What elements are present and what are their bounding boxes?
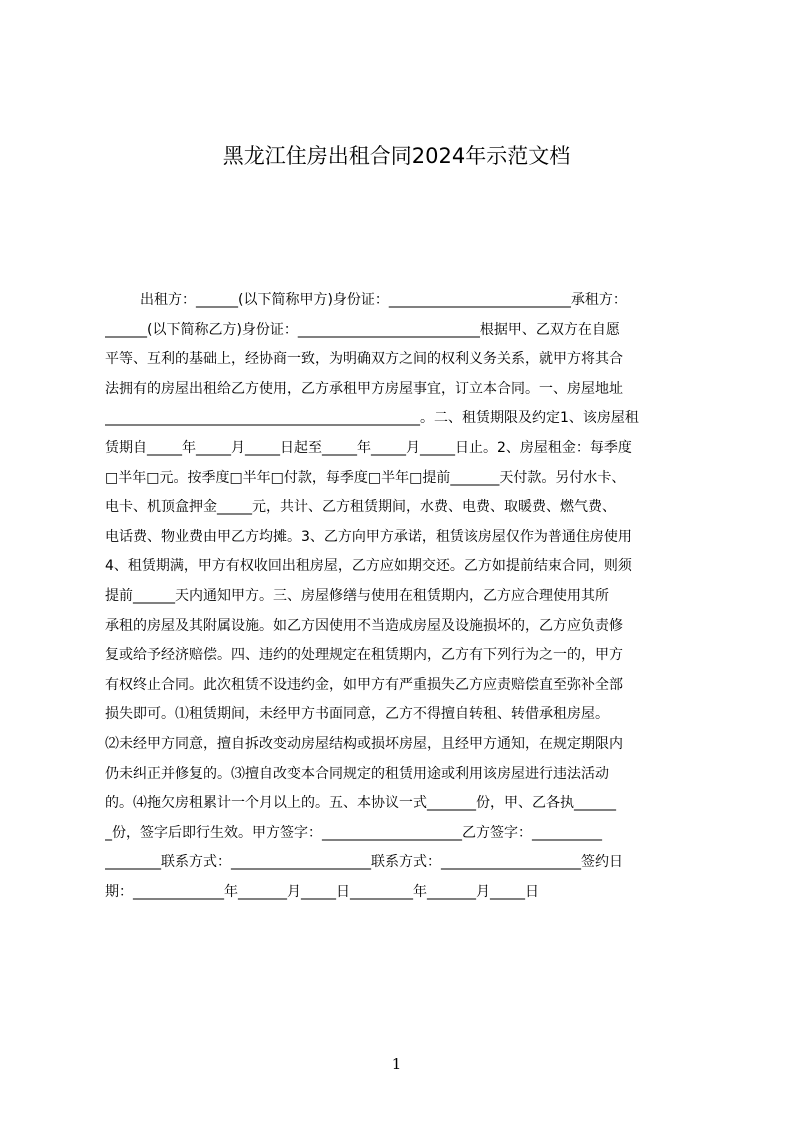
- contract-line: ⑵未经甲方同意，擅自拆改变动房屋结构或损坏房屋，且经甲方通知，在规定期限内: [105, 735, 623, 752]
- contract-line: 有权终止合同。此次租赁不设违约金，如甲方有严重损失乙方应责赔偿直至弥补全部: [105, 676, 623, 693]
- contract-line: 的。⑷拖欠房租累计一个月以上的。五、本协议一式_______份，甲、乙各执______: [105, 795, 616, 812]
- contract-line: 承租的房屋及其附属设施。如乙方因使用不当造成房屋及设施损坏的，乙方应负责修: [105, 617, 623, 634]
- contract-line: 平等、互利的基础上，经协商一致，为明确双方之间的权利义务关系，就甲方将其合: [105, 351, 623, 368]
- contract-line: 仍未纠正并修复的。⑶擅自改变本合同规定的租赁用途或利用该房屋进行违法活动: [105, 765, 609, 782]
- contract-body: [105, 286, 698, 907]
- contract-line: 法拥有的房屋出租给乙方使用，乙方承租甲方房屋事宜，订立本合同。一、房屋地址: [105, 380, 623, 397]
- document-title: 黑龙江住房出租合同2024年示范文档: [222, 144, 571, 168]
- contract-line: 损失即可。⑴租赁期间，未经甲方书面同意，乙方不得擅自转租、转借承租房屋。: [105, 706, 609, 723]
- contract-line: _份，签字后即行生效。甲方签字：____________________乙方签字：__________: [105, 824, 602, 841]
- contract-line: 出租方：______(以下简称甲方)身份证：__________________________承租方：: [140, 292, 627, 308]
- contract-line: 提前______天内通知甲方。三、房屋修缮与使用在租赁期内，乙方应合理使用其所: [105, 587, 609, 604]
- contract-line: _____________________________________________。二、租赁期限及约定1、该房屋租: [105, 410, 639, 427]
- contract-line: 4、租赁期满，甲方有权收回出租房屋，乙方应如期交还。乙方如提前结束合同，则须: [105, 558, 632, 575]
- contract-line: 期：_____________年_______月_____日_________年_______月_____日: [105, 883, 539, 900]
- contract-line: 赁期自_____年_____月_____日起至_____年_____月_____日止。2、房屋租金：每季度: [105, 439, 632, 456]
- contract-line: □半年□元。按季度□半年□付款，每季度□半年□提前_______天付款。另付水卡、: [105, 469, 626, 486]
- contract-line: 电话费、物业费由甲乙方均摊。3、乙方向甲方承诺，租赁该房屋仅作为普通住房使用: [105, 528, 632, 545]
- contract-line: 复或给予经济赔偿。四、违约的处理规定在租赁期内，乙方有下列行为之一的，甲方: [105, 647, 623, 664]
- page-number: 1: [391, 1055, 402, 1073]
- contract-line: ______(以下简称乙方)身份证：__________________________根据甲、乙双方在自愿: [105, 321, 620, 338]
- contract-line: ________联系方式：____________________联系方式：____________________签约日: [105, 854, 623, 871]
- contract-line: 电卡、机顶盒押金_____元，共计、乙方租赁期间，水费、电费、取暖费、燃气费、: [105, 499, 616, 516]
